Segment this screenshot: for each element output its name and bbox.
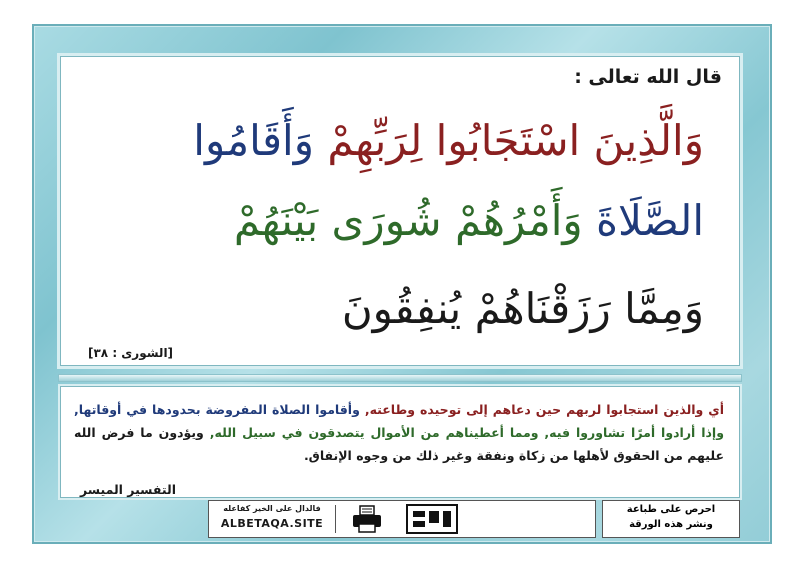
verse-line-3: وَمِمَّا رَزَقْنَاهُمْ يُنفِقُونَ	[341, 284, 704, 333]
verse-segment: وَأَقَامُوا	[193, 116, 314, 165]
footer-divider	[335, 505, 336, 533]
intro-text: قال الله تعالى :	[574, 66, 722, 88]
verse-line-1	[193, 116, 704, 165]
tafsir-part: وأقاموا الصلاة المفروضة بحدودها في أوقاتها,	[74, 402, 360, 417]
tafsir-part: وإذا أرادوا أمرًا تشاوروا فيه, ومما أعطيناهم من الأموال يتصدقون في سبيل الله,	[209, 425, 724, 440]
site-link[interactable]: ALBETAQA.SITE	[220, 517, 324, 530]
verse-line-2	[233, 196, 704, 245]
printer-icon	[351, 505, 383, 533]
print-note-line-2: ونشر هذه الورقة	[629, 519, 713, 530]
divider	[58, 374, 742, 382]
footer-bar	[208, 500, 596, 538]
print-note	[602, 500, 740, 538]
tafsir-part: أي والذين استجابوا لربهم حين دعاهم إلى توحيده وطاعته,	[364, 402, 725, 417]
verse-segment: وَأَمْرُهُمْ شُورَى بَيْنَهُمْ	[233, 196, 583, 245]
print-note-line-1: احرص على طباعة	[626, 504, 716, 515]
tafsir-source: التفسير الميسر	[80, 482, 176, 497]
hadith-text: فالدال على الخير كفاعله	[223, 504, 321, 513]
tafsir-text	[74, 398, 724, 467]
verse-segment: وَالَّذِينَ اسْتَجَابُوا لِرَبِّهِمْ	[327, 116, 704, 165]
verse-segment: الصَّلَاةَ	[596, 196, 704, 245]
logo-icon	[405, 503, 459, 535]
tafsir-part: ويؤدون ما فرض الله عليهم من الحقوق لأهلها من زكاة ونفقة وغير ذلك من وجوه الإنفاق.	[74, 425, 724, 463]
verse-reference: [الشورى : ٣٨]	[88, 346, 174, 360]
